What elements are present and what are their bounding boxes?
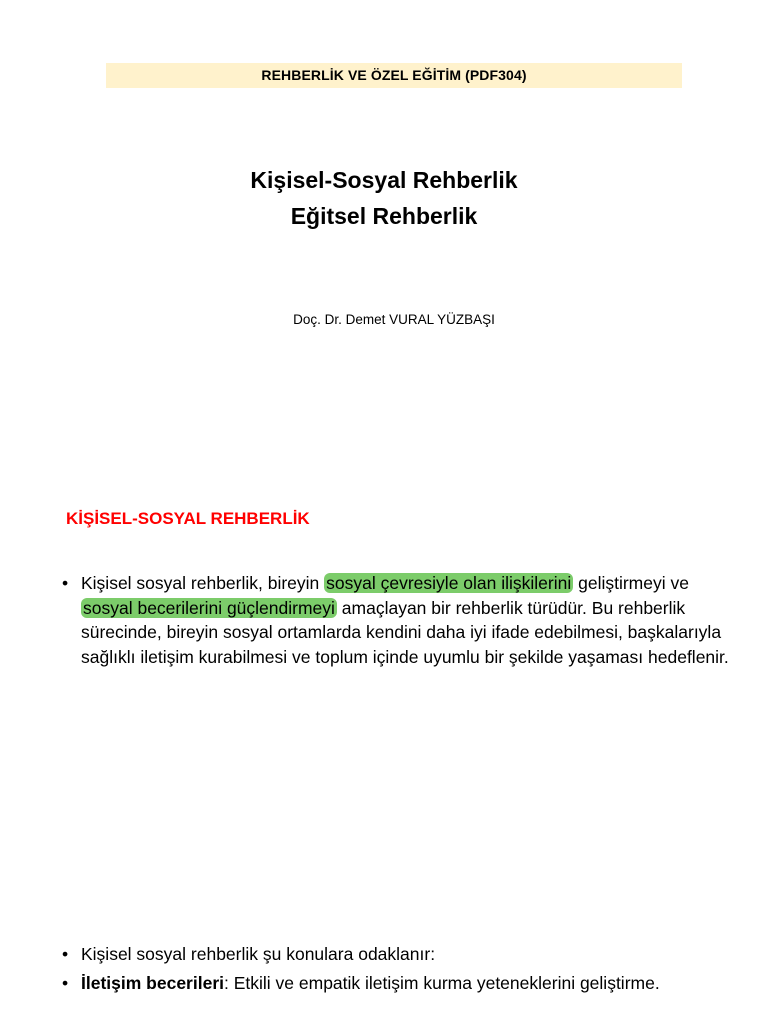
text-segment: amaçlayan bir rehberlik türüdür. Bu rehberlik sürecinde, bireyin sosyal ortamlarda kendini daha iyi ifade edebilmesi, başkalarıyla sağlıklı iletişim kurabilmesi ve toplum içinde uyumlu bir şekilde yaşaması hedeflenir. <box>81 597 729 667</box>
paragraph-text: Kişisel sosyal rehberlik şu konulara odaklanır: <box>81 944 436 964</box>
title-line-2: Eğitsel Rehberlik <box>290 203 478 229</box>
text-segment: Kişisel sosyal rehberlik, bireyin <box>81 573 325 593</box>
author-name: Doç. Dr. Demet VURAL YÜZBAŞI <box>293 312 495 327</box>
highlight-social-skills: sosyal becerilerini güçlendirmeyi <box>83 597 335 618</box>
bullet-paragraph-communication <box>62 971 742 996</box>
text-segment: geliştirmeyi ve <box>573 573 689 593</box>
paragraph-text <box>62 971 742 996</box>
highlight-social-relations: sosyal çevresiyle olan ilişkilerini <box>326 573 572 593</box>
title-line-1: Kişisel-Sosyal Rehberlik <box>250 167 518 193</box>
bullet-paragraph-definition <box>62 571 742 669</box>
course-title-banner: REHBERLİK VE ÖZEL EĞİTİM (PDF304) <box>106 63 682 88</box>
term-communication-skills: İletişim becerileri <box>81 973 224 993</box>
bullet-icon: • <box>62 944 69 964</box>
text-segment: : Etkili ve empatik iletişim kurma yeteneklerini geliştirme. <box>224 973 660 993</box>
bullet-icon: • <box>62 573 69 593</box>
section-heading: KİŞİSEL-SOSYAL REHBERLİK <box>66 509 310 528</box>
slide-title <box>0 162 768 234</box>
bullet-icon: • <box>62 973 69 993</box>
bullet-paragraph-focus <box>62 942 742 967</box>
paragraph-text <box>62 571 742 669</box>
